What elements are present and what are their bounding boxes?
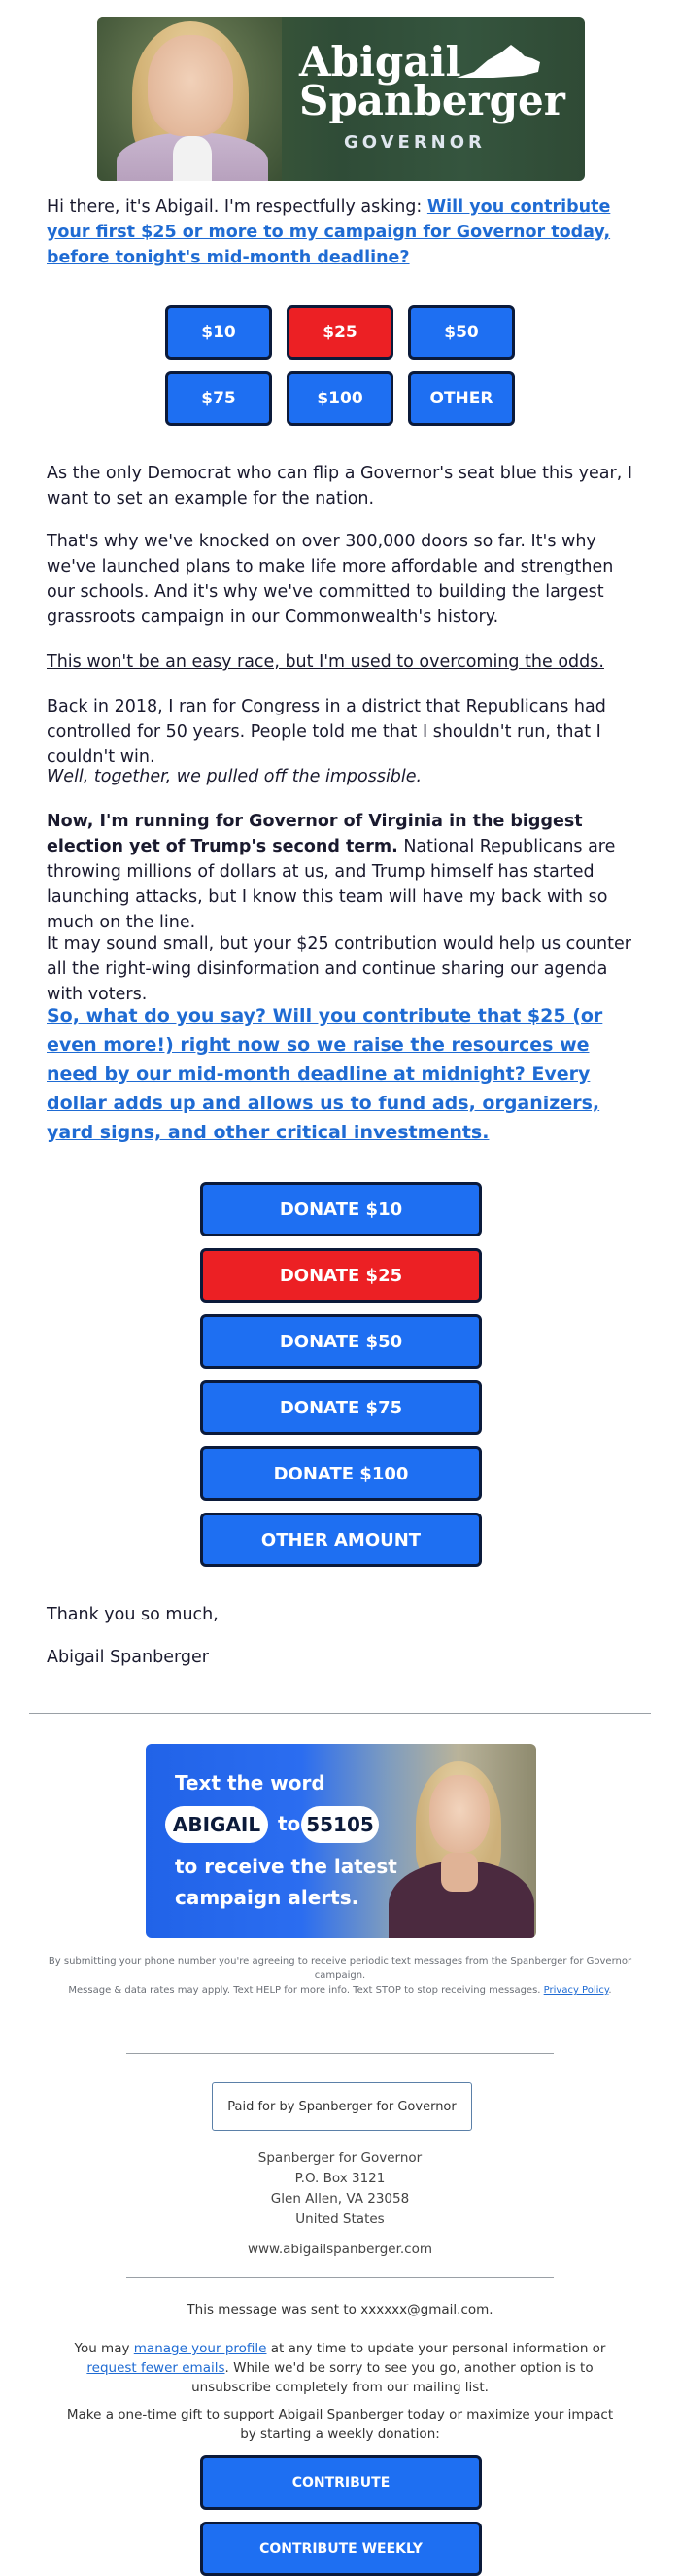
candidate-photo-small bbox=[379, 1744, 536, 1938]
divider bbox=[29, 1713, 651, 1714]
sent-to-notice: This message was sent to xxxxxx@gmail.com. bbox=[187, 2302, 493, 2317]
body-paragraph-7: It may sound small, but your $25 contribution would help us counter all the right-wing disinformation and continue sharing our agenda with voters. bbox=[47, 934, 631, 1004]
donate-button-other[interactable]: OTHER AMOUNT bbox=[200, 1513, 482, 1567]
amount-button-25[interactable]: $25 bbox=[287, 305, 393, 360]
donate-button-100[interactable]: DONATE $100 bbox=[200, 1446, 482, 1501]
cta-paragraph bbox=[47, 1001, 633, 1147]
signoff-name: Abigail Spanberger bbox=[47, 1648, 209, 1667]
donate-button-75[interactable]: DONATE $75 bbox=[200, 1380, 482, 1435]
amount-button-other[interactable]: OTHER bbox=[408, 371, 515, 426]
divider bbox=[126, 2277, 554, 2278]
candidate-photo bbox=[97, 17, 282, 181]
amount-button-75[interactable]: $75 bbox=[165, 371, 272, 426]
hero-office: GOVERNOR bbox=[344, 132, 486, 153]
signoff-thanks: Thank you so much, bbox=[47, 1605, 219, 1624]
intro-contribute-link[interactable]: Will you contribute your first $25 or more to my campaign for Governor today, before tonight's mid-month deadline? bbox=[47, 197, 611, 267]
gift-prompt: Make a one-time gift to support Abigail Spanberger today or maximize your impact by starting a weekly donation: bbox=[66, 2407, 614, 2442]
intro-paragraph: Hi there, it's Abigail. I'm respectfully asking: Will you contribute your first $25 or more to my campaign for Governor today, before tonight's mid-month deadline? bbox=[47, 197, 611, 267]
donate-button-10[interactable]: DONATE $10 bbox=[200, 1182, 482, 1236]
amount-button-10[interactable]: $10 bbox=[165, 305, 272, 360]
contribute-button[interactable]: CONTRIBUTE bbox=[200, 2455, 482, 2510]
body-paragraph-1: As the only Democrat who can flip a Governor's seat blue this year, I want to set an example for the nation. bbox=[47, 464, 632, 508]
sms-to: to bbox=[278, 1812, 301, 1835]
divider bbox=[126, 2053, 554, 2054]
sms-disclaimer: By submitting your phone number you're agreeing to receive periodic text messages from the Spanberger for Governor campaign. Message & data rates may apply. Text HELP for more info. Text STOP to stop receiving messages. Privacy Policy. bbox=[48, 1956, 632, 1996]
donate-button-25[interactable]: DONATE $25 bbox=[200, 1248, 482, 1303]
manage-preferences: You may manage your profile at any time to update your personal information or request fewer emails. While we'd be sorry to see you go, another option is to unsubscribe completely from our mailing list. bbox=[74, 2341, 606, 2395]
donate-button-50[interactable]: DONATE $50 bbox=[200, 1314, 482, 1369]
sms-shortcode: 55105 bbox=[301, 1806, 379, 1843]
website-link[interactable]: www.abigailspanberger.com bbox=[247, 2242, 433, 2257]
body-paragraph-5: Well, together, we pulled off the impossible. bbox=[47, 767, 423, 786]
privacy-policy-link[interactable]: Privacy Policy bbox=[543, 1985, 609, 1996]
cta-contribute-link[interactable]: So, what do you say? Will you contribute that $25 (or even more!) right now so we raise the resources we need by our mid-month deadline at midnight? Every dollar adds up and allows us to fund ads, organizers, yard signs, and other critical investments. bbox=[47, 1005, 603, 1143]
body-paragraph-3: This won't be an easy race, but I'm used to overcoming the odds. bbox=[47, 652, 604, 672]
sms-signup-banner[interactable] bbox=[146, 1744, 536, 1938]
sms-keyword: ABIGAIL bbox=[165, 1806, 268, 1843]
body-paragraph-2: That's why we've knocked on over 300,000 doors so far. It's why we've launched plans to make life more affordable and strengthen our schools. And it's why we've committed to building the largest grassroots campaign in our Commonwealth's history. bbox=[47, 532, 614, 627]
paid-for-disclaimer: Paid for by Spanberger for Governor bbox=[212, 2082, 472, 2131]
amount-button-50[interactable]: $50 bbox=[408, 305, 515, 360]
contribute-weekly-button[interactable]: CONTRIBUTE WEEKLY bbox=[200, 2522, 482, 2576]
manage-profile-link[interactable]: manage your profile bbox=[133, 2341, 267, 2356]
sms-text-line-3: to receive the latest bbox=[175, 1855, 397, 1878]
hero-logo-name: Abigail Spanberger bbox=[299, 38, 565, 124]
sms-text-line-4: campaign alerts. bbox=[175, 1886, 359, 1909]
sms-text-line-1: Text the word bbox=[175, 1771, 325, 1794]
body-paragraph-4: Back in 2018, I ran for Congress in a district that Republicans had controlled for 50 years. People told me that I shouldn't run, that I couldn't win. bbox=[47, 697, 606, 767]
request-fewer-emails-link[interactable]: request fewer emails bbox=[86, 2360, 225, 2376]
amount-button-100[interactable]: $100 bbox=[287, 371, 393, 426]
mailing-address: Spanberger for Governor P.O. Box 3121 Glen Allen, VA 23058 United States bbox=[257, 2150, 423, 2227]
hero-banner bbox=[97, 17, 585, 181]
body-paragraph-6: Now, I'm running for Governor of Virginia in the biggest election yet of Trump's second term. National Republicans are throwing millions of dollars at us, and Trump himself has started launching attacks, but I know this team will have my back with so much on the line. bbox=[47, 812, 616, 932]
